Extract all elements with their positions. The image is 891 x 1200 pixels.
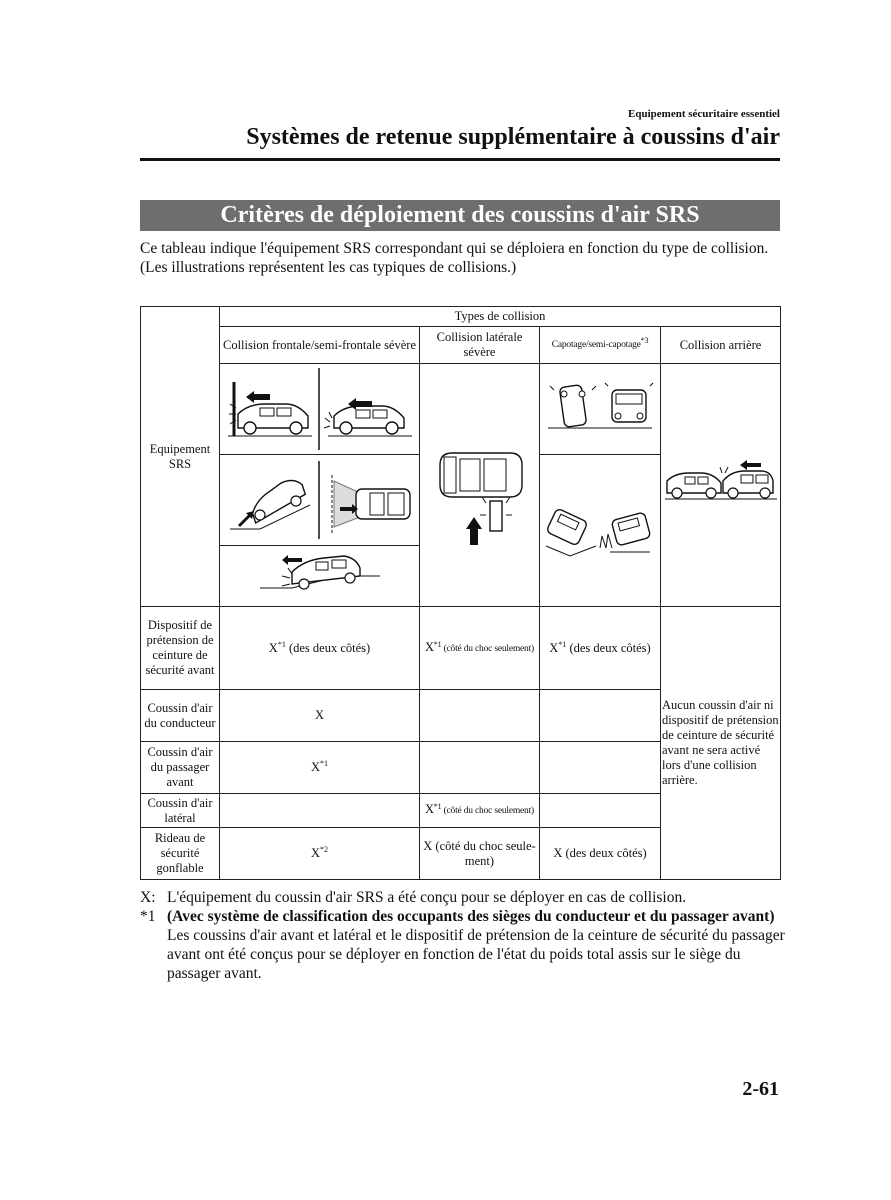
col-rollover-sup: *3	[640, 335, 649, 345]
rear-illustration	[661, 364, 781, 607]
passenger-airbag-rollover	[540, 742, 661, 794]
intro-line-2: (Les illustrations représentent les cas typiques de collisions.)	[140, 259, 517, 276]
passenger-airbag-frontal-sup: *1	[320, 758, 329, 768]
note-1-bold: (Avec système de classification des occupants des sièges du conducteur et du passager avant)	[167, 908, 775, 925]
semi-frontal-crash-illustration-icon	[220, 455, 420, 545]
col-rollover-header	[540, 327, 661, 364]
pretensioner-lateral	[420, 607, 540, 690]
row-label-pretensioner: Dispositif de prétension de ceinture de sécurité avant	[141, 607, 220, 690]
rollover-illustration-1	[540, 364, 661, 455]
side-airbag-lateral-suffix: (côté du choc seulement)	[441, 806, 535, 816]
collision-types-header: Types de collision	[220, 307, 781, 327]
footnotes	[140, 888, 785, 983]
note-1-text: Les coussins d'air avant et latéral et le dispositif de prétension de la ceinture de sécurité du passager avant ont été conçus pour se déployer en fonction de l'état du poids total assis sur le siège du passager avant.	[167, 927, 785, 982]
passenger-airbag-lateral	[420, 742, 540, 794]
pretensioner-frontal-suffix: (des deux côtés)	[285, 640, 371, 655]
driver-airbag-rollover	[540, 690, 661, 742]
pretensioner-lateral-mark: X	[424, 639, 434, 654]
row-label-curtain: Rideau de sécurité gonflable	[141, 828, 220, 880]
side-airbag-frontal	[220, 794, 420, 828]
driver-airbag-lateral	[420, 690, 540, 742]
pretensioner-frontal-mark: X	[268, 640, 278, 655]
rollover-illustration-2	[540, 455, 661, 607]
curtain-rollover: X (des deux côtés)	[540, 828, 661, 880]
pretensioner-frontal-sup: *1	[277, 639, 286, 649]
rollover-illustration-icon	[540, 364, 661, 454]
note-1	[140, 907, 785, 983]
page-number: 2-61	[742, 1078, 779, 1100]
intro-line-1: Ce tableau indique l'équipement SRS correspondant qui se déploiera en fonction du type de collision.	[140, 240, 769, 257]
side-airbag-rollover	[540, 794, 661, 828]
page-title: Systèmes de retenue supplémentaire à coussins d'air	[246, 124, 780, 150]
pretensioner-lateral-sup: *1	[433, 639, 442, 649]
rear-collision-note: Aucun coussin d'air ni dispositif de prétension de ceinture de sécurité avant ne sera activé lors d'une collision arrière.	[661, 607, 781, 880]
side-airbag-lateral	[420, 794, 540, 828]
pretensioner-rollover	[540, 607, 661, 690]
pretensioner-rollover-sup: *1	[558, 639, 567, 649]
frontal-illustration-2	[220, 455, 420, 546]
driver-airbag-frontal: X	[220, 690, 420, 742]
pretensioner-lateral-suffix: (côté du choc seulement)	[441, 643, 535, 654]
pretensioner-rollover-suffix: (des deux côtés)	[566, 640, 651, 655]
row-label-side-airbag: Coussin d'air latéral	[141, 794, 220, 828]
intro-text	[140, 239, 780, 277]
note-1-mark: *1	[140, 908, 156, 925]
row-label-passenger-airbag: Coussin d'air du passager avant	[141, 742, 220, 794]
pretensioner-rollover-mark: X	[549, 640, 559, 655]
side-airbag-lateral-mark: X	[424, 802, 434, 816]
col-frontal-header: Collision frontale/semi-frontale sévère	[220, 327, 420, 364]
curtain-lateral: X (côté du choc seule- ment)	[420, 828, 540, 880]
note-x	[140, 888, 785, 907]
srs-deployment-table	[140, 306, 781, 880]
curtain-frontal	[220, 828, 420, 880]
section-banner: Critères de déploiement des coussins d'air SRS	[140, 200, 780, 231]
note-1-body	[167, 907, 785, 983]
col-rear-header: Collision arrière	[661, 327, 781, 364]
curtain-frontal-sup: *2	[320, 844, 329, 854]
col-rollover-label: Capotage/semi-capotage	[551, 339, 641, 350]
row-label-driver-airbag: Coussin d'air du conducteur	[141, 690, 220, 742]
rear-crash-illustration-icon	[661, 365, 781, 605]
title-rule	[140, 158, 780, 161]
frontal-illustration-1	[220, 364, 420, 455]
side-airbag-lateral-sup: *1	[433, 801, 442, 811]
side-crash-illustration-icon	[420, 365, 540, 605]
curtain-frontal-mark: X	[310, 846, 321, 860]
lateral-illustration	[420, 364, 540, 607]
note-x-text: L'équipement du coussin d'air SRS a été conçu pour se déployer en cas de collision.	[167, 889, 687, 906]
semi-rollover-illustration-icon	[540, 456, 661, 606]
frontal-crash-illustration-icon	[220, 364, 420, 454]
offset-frontal-crash-illustration-icon	[220, 546, 420, 606]
col-lateral-header: Collision latérale sévère	[420, 327, 540, 364]
pretensioner-frontal	[220, 607, 420, 690]
equipment-srs-header: Equipement SRS	[141, 307, 220, 607]
frontal-illustration-3	[220, 546, 420, 607]
passenger-airbag-frontal-mark: X	[310, 760, 321, 774]
note-x-mark: X:	[140, 889, 156, 906]
section-label: Equipement sécuritaire essentiel	[628, 108, 780, 120]
passenger-airbag-frontal	[220, 742, 420, 794]
